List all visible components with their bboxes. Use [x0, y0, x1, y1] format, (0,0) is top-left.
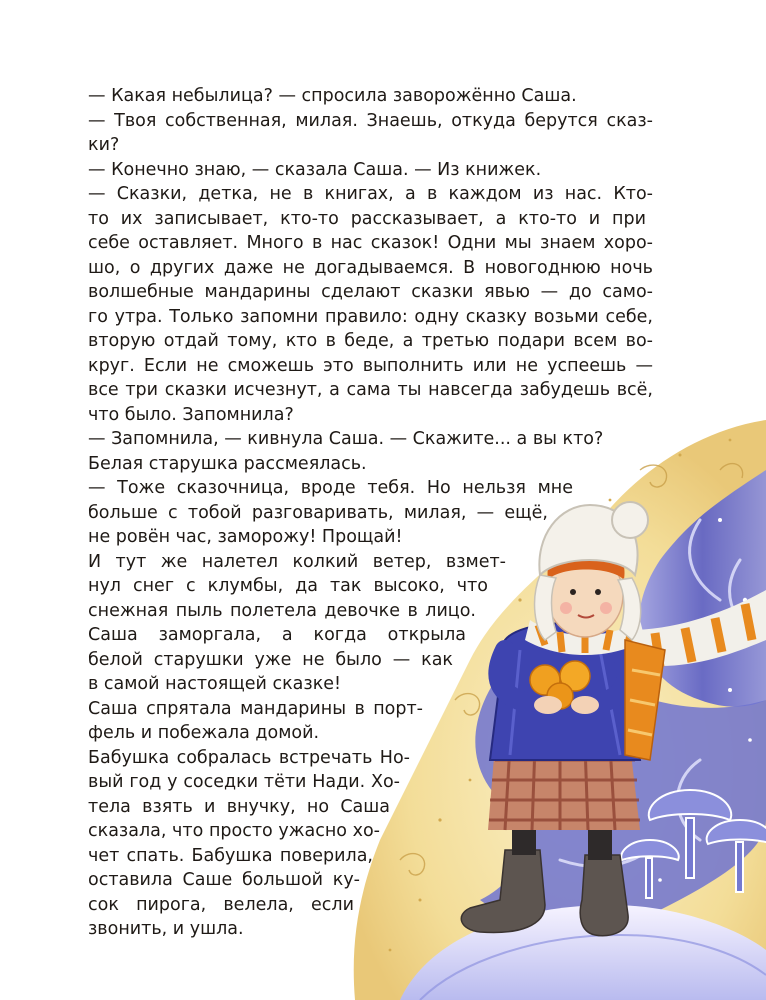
- text-line: все три сказки исчезнут, а сама ты навсегда забудешь всё,: [88, 380, 653, 400]
- text-line: то их записывает, кто-то рассказывает, а кто-то и при: [88, 208, 646, 229]
- text-line: волшебные мандарины сделают сказки явью — до само-: [88, 282, 653, 302]
- text-line: круг. Если не сможешь это выполнить или не успеешь —: [88, 355, 653, 376]
- text-line: что было. Запомнила?: [88, 404, 294, 425]
- text-line: тела взять и внучку, но Саша: [88, 796, 390, 817]
- text-line: Белая старушка рассмеялась.: [88, 453, 367, 474]
- text-line: оставила Саше большой ку-: [88, 870, 360, 890]
- text-line: сказала, что просто ужасно хо-: [88, 821, 380, 841]
- story-text: [88, 84, 658, 942]
- text-line: — Тоже сказочница, вроде тебя. Но нельзя мне: [88, 478, 573, 498]
- text-line: не ровён час, заморожу! Прощай!: [88, 527, 403, 547]
- text-line: — Запомнила, — кивнула Саша. — Скажите... а вы кто?: [88, 429, 604, 449]
- text-line: в самой настоящей сказке!: [88, 674, 342, 694]
- text-line: вый год у соседки тёти Нади. Хо-: [88, 772, 400, 792]
- text-line: — Твоя собственная, милая. Знаешь, откуда берутся сказ-: [88, 110, 653, 131]
- text-line: сок пирога, велела, если: [88, 894, 354, 915]
- text-line: — Конечно знаю, — сказала Саша. — Из книжек.: [88, 159, 542, 180]
- text-line: фель и побежала домой.: [88, 723, 320, 743]
- text-line: больше с тобой разговаривать, милая, — ещё,: [88, 502, 548, 523]
- text-line: себе оставляет. Много в нас сказок! Одни мы знаем хоро-: [88, 233, 653, 253]
- text-line: шо, о других даже не догадываемся. В новогоднюю ночь: [88, 257, 653, 278]
- text-line: Саша заморгала, а когда открыла: [88, 625, 466, 645]
- text-line: го утра. Только запомни правило: одну сказку возьми себе,: [88, 306, 653, 327]
- text-line: Саша спрятала мандарины в порт-: [88, 698, 423, 719]
- text-line: ки?: [88, 135, 120, 155]
- text-line: нул снег с клумбы, да так высоко, что: [88, 576, 488, 596]
- text-line: Бабушка собралась встречать Но-: [88, 747, 410, 768]
- text-line: звонить, и ушла.: [88, 919, 244, 939]
- text-line: — Сказки, детка, не в книгах, а в каждом из нас. Кто-: [88, 184, 653, 204]
- text-line: — Какая небылица? — спросила заворожённо Саша.: [88, 86, 577, 106]
- text-line: вторую отдай тому, кто в беде, а третью подари всем во-: [88, 331, 653, 351]
- text-line: снежная пыль полетела девочке в лицо.: [88, 600, 476, 621]
- text-line: белой старушки уже не было — как: [88, 649, 453, 670]
- text-line: чет спать. Бабушка поверила,: [88, 845, 373, 866]
- text-line: И тут же налетел колкий ветер, взмет-: [88, 551, 506, 572]
